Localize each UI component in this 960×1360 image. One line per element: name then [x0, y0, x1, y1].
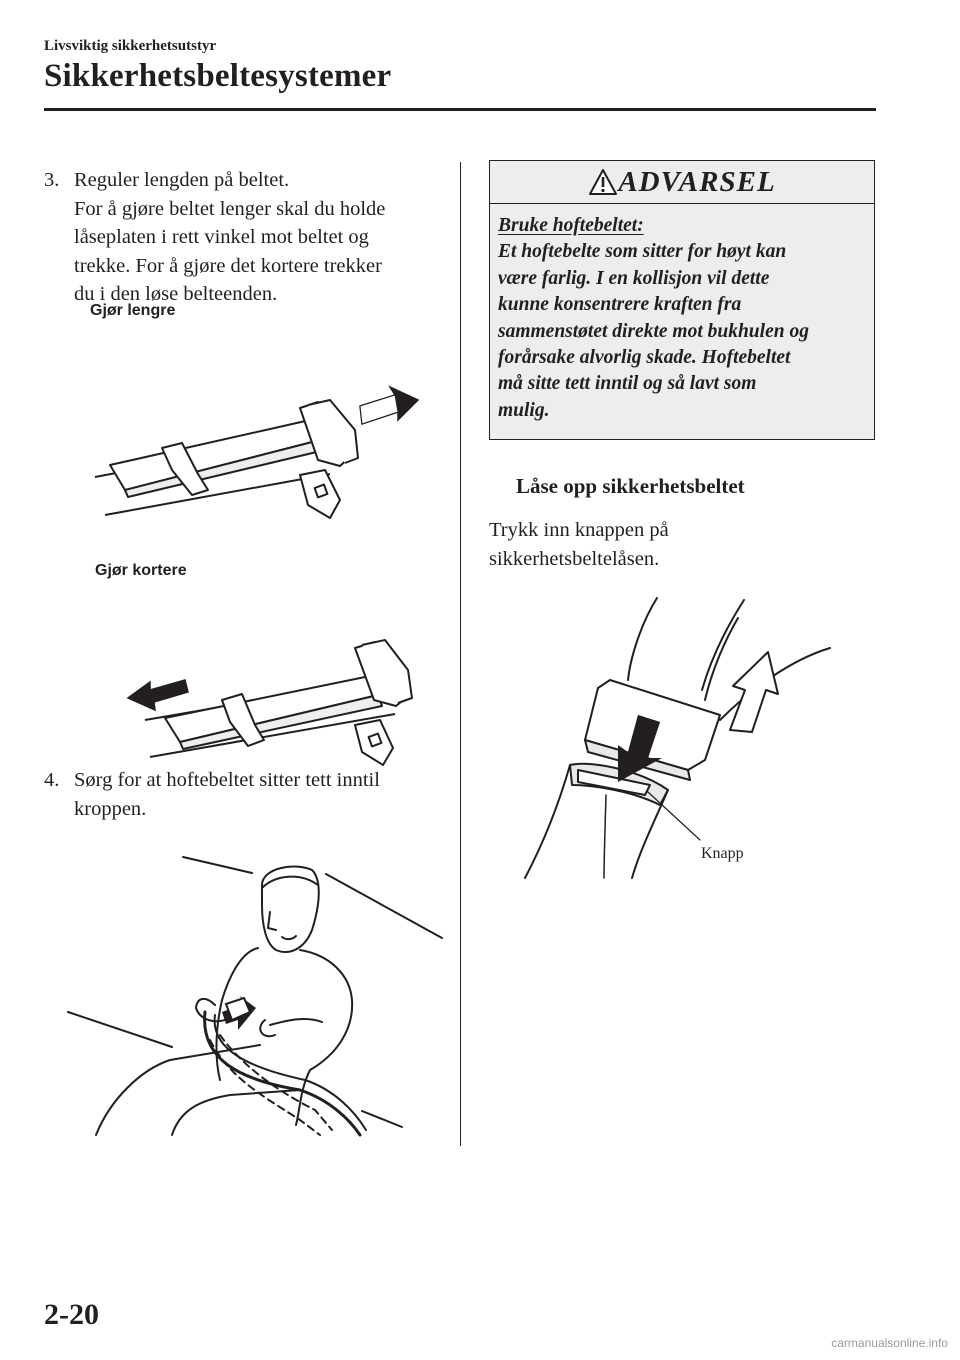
warning-line: være farlig. I en kollisjon vil dette	[498, 267, 770, 289]
figure-label-lengthen: Gjør lengre	[90, 302, 176, 319]
step-line: Reguler lengden på beltet.	[74, 169, 290, 191]
warning-line: forårsake alvorlig skade. Hoftebeltet	[498, 347, 791, 369]
paragraph-line: Trykk inn knappen på	[489, 519, 669, 541]
warning-line: Et hoftebelte som sitter for høyt kan	[498, 241, 787, 263]
step-number: 3.	[44, 169, 60, 191]
step-line: For å gjøre beltet lenger skal du holde	[74, 197, 386, 220]
page-number: 2-20	[44, 1298, 99, 1331]
figure-label-shorten: Gjør kortere	[95, 562, 187, 579]
warning-title: ADVARSEL	[618, 165, 776, 198]
step-line: trekke. For å gjøre det kortere trekker	[74, 254, 382, 277]
warning-line: sammenstøtet direkte mot bukhulen og	[498, 320, 809, 342]
step-line: Sørg for at hoftebeltet sitter tett inntil	[74, 769, 380, 791]
warning-line: mulig.	[498, 399, 550, 421]
page-title: Sikkerhetsbeltesystemer	[44, 58, 392, 94]
step-line: du i den løse belteenden.	[74, 283, 278, 305]
watermark: carmanualsonline.info	[831, 1336, 948, 1350]
step-number: 4.	[44, 769, 60, 791]
warning-line: kunne konsentrere kraften fra	[498, 294, 742, 316]
step-line: låseplaten i rett vinkel mot beltet og	[74, 226, 369, 248]
section-label: Livsviktig sikkerhetsutstyr	[44, 38, 217, 54]
step-line: kroppen.	[74, 797, 147, 820]
paragraph-line: sikkerhetsbeltelåsen.	[489, 547, 660, 570]
warning-subtitle: Bruke hoftebeltet:	[498, 215, 644, 236]
subsection-heading: Låse opp sikkerhetsbeltet	[516, 474, 745, 498]
warning-line: må sitte tett inntil og så lavt som	[498, 373, 757, 395]
button-callout-label: Knapp	[701, 845, 744, 862]
